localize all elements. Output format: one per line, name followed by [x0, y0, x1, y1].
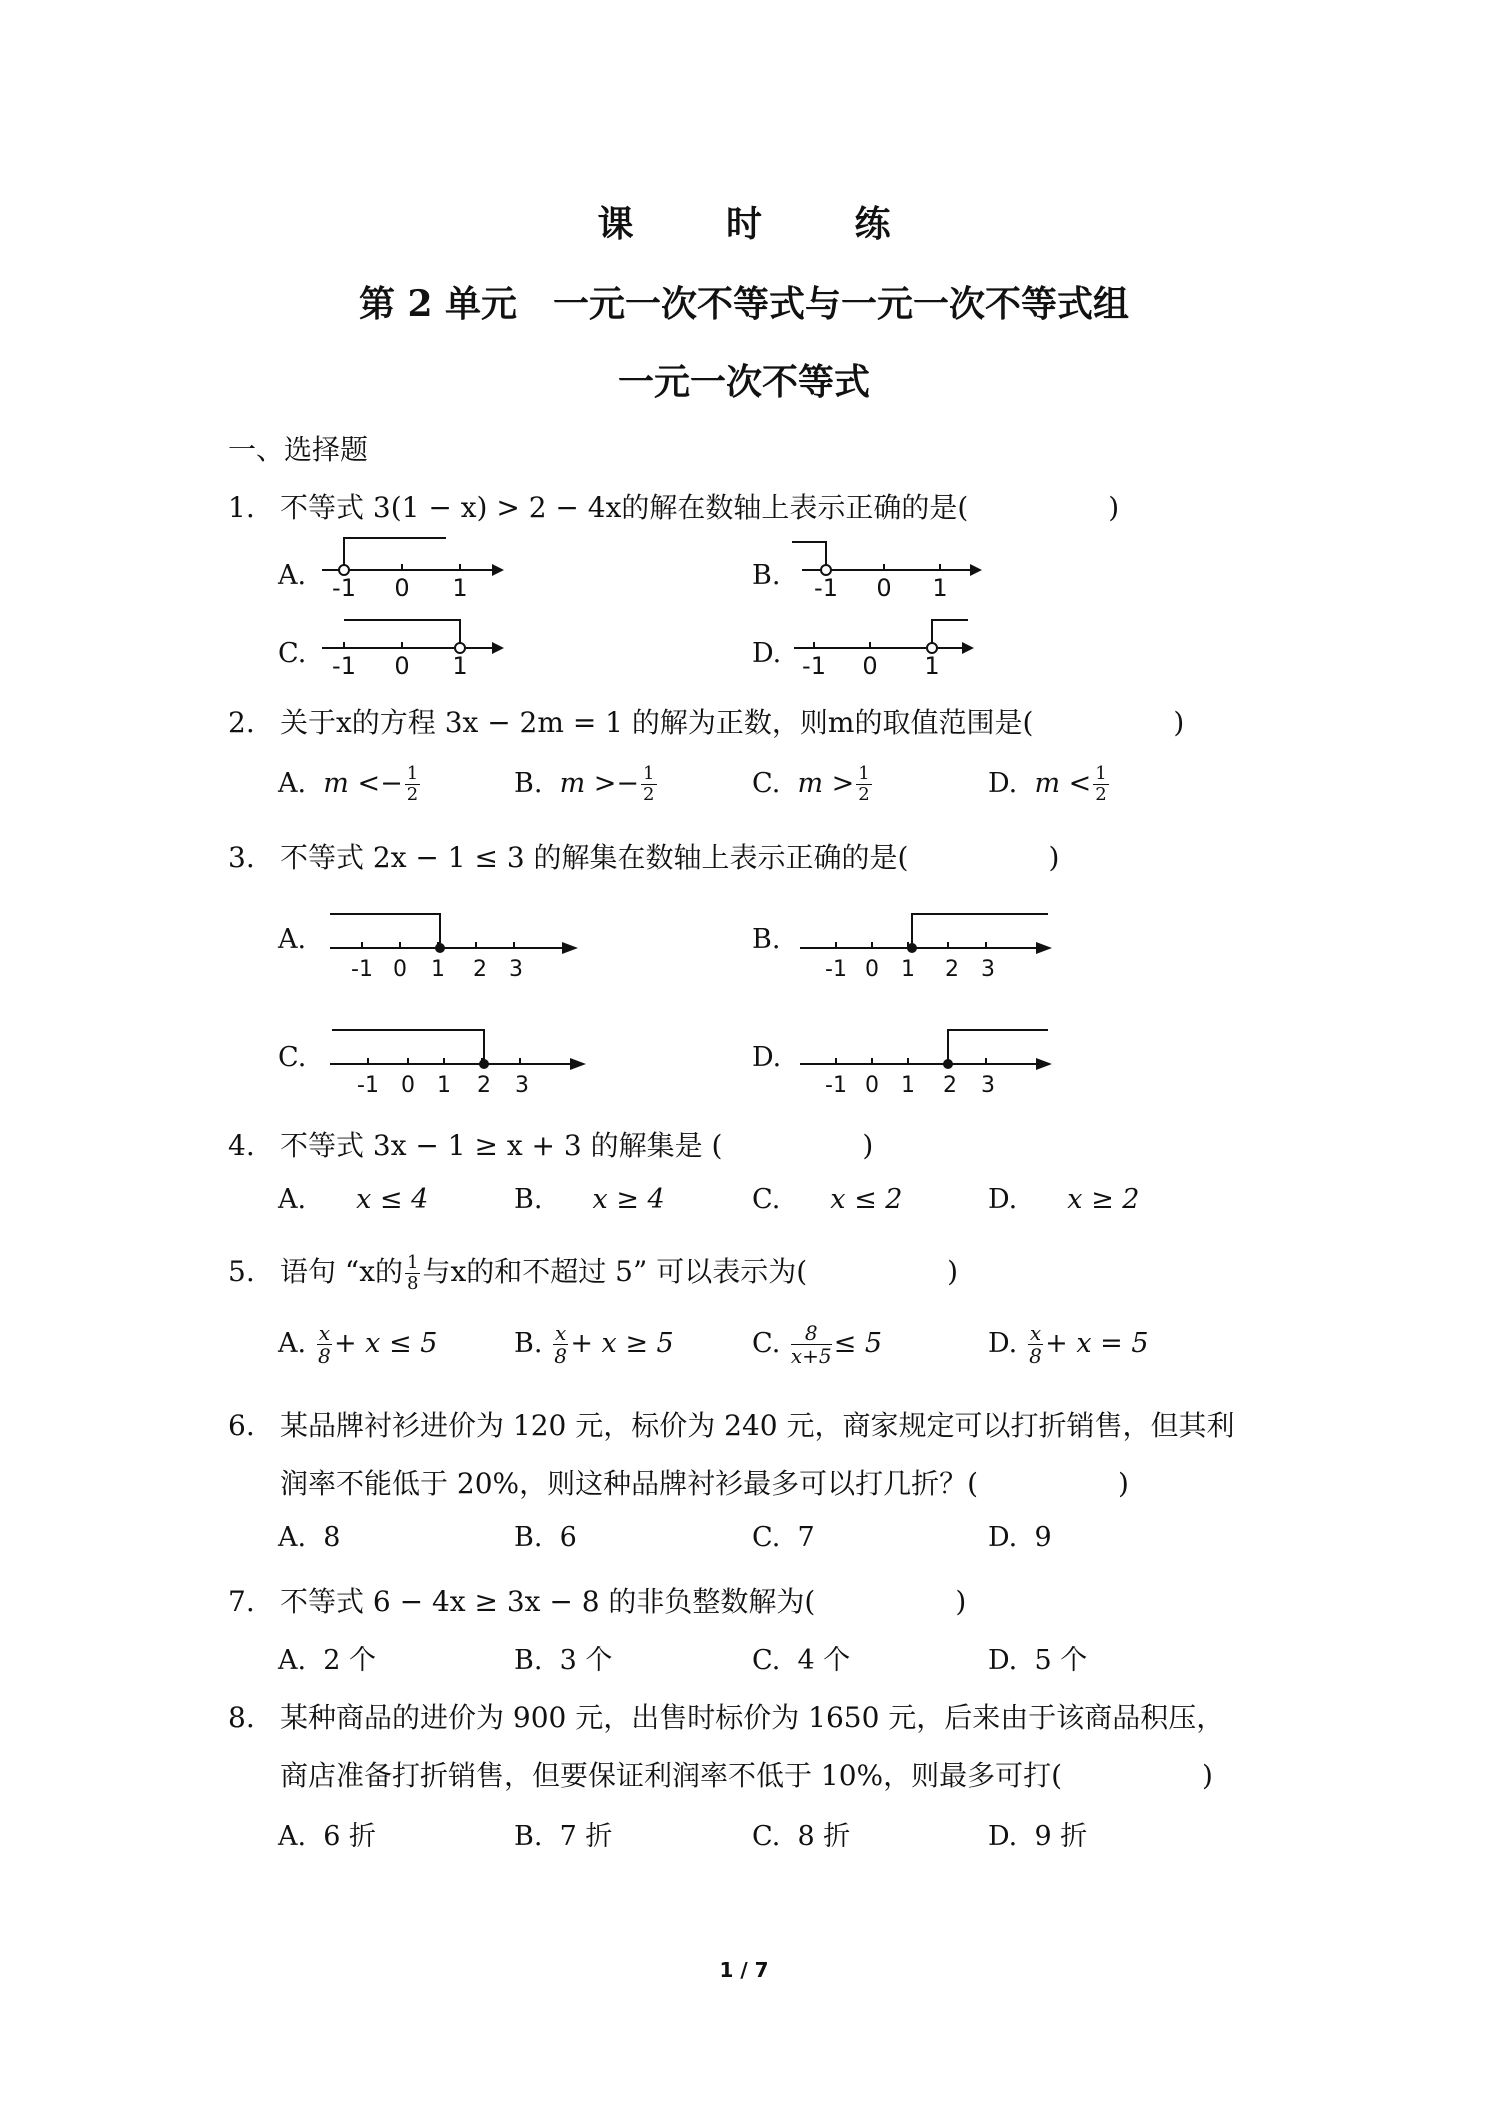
q1-option-b-label: B.	[752, 560, 781, 591]
q5-option-a	[278, 1322, 437, 1367]
q8-option-b	[514, 1814, 612, 1853]
option-label: B.	[514, 768, 543, 799]
section-heading: 一、选择题	[228, 433, 369, 466]
q4-option-c	[752, 1184, 902, 1215]
q8-option-d	[988, 1814, 1087, 1853]
tick-label: 1	[901, 1073, 915, 1098]
option-value: 2 个	[323, 1645, 377, 1676]
option-label: D.	[988, 1821, 1018, 1852]
fraction: $\frac{x}{8}$	[554, 1321, 568, 1368]
option-label: C.	[752, 768, 781, 799]
option-label: C.	[752, 1821, 781, 1852]
q4-option-d	[988, 1184, 1139, 1215]
closed-point	[907, 943, 917, 953]
option-expr: m <	[1034, 768, 1092, 799]
option-label: A.	[278, 1328, 307, 1359]
option-expr: m >−	[559, 768, 640, 799]
topic-title: 一元一次不等式	[617, 361, 870, 403]
question-8-line-1	[228, 1696, 1224, 1736]
tick-label: -1	[825, 957, 847, 982]
q3-option-d-numberline	[800, 1020, 1060, 1100]
question-1	[228, 486, 1119, 526]
option-value: 8 折	[797, 1821, 851, 1852]
q6-option-c	[752, 1522, 815, 1553]
q2-option-c	[752, 764, 874, 805]
question-text: 关于x的方程 3x − 2m = 1 的解为正数，则m的取值范围是( )	[280, 706, 1185, 739]
option-label: D.	[988, 1184, 1018, 1215]
tick-label: 3	[981, 957, 995, 982]
question-number: 5.	[228, 1255, 255, 1288]
question-text: 不等式 6 − 4x ≥ 3x − 8 的非负整数解为( )	[280, 1585, 967, 1618]
question-number: 2.	[228, 706, 255, 739]
q3-option-b-label: B.	[752, 924, 781, 955]
q1-option-a-numberline	[322, 534, 502, 602]
tick-label: 1	[437, 1073, 451, 1098]
tick-label: -1	[332, 574, 356, 602]
option-label: A.	[278, 1184, 307, 1215]
fraction: $\frac{1}{2}$	[643, 763, 655, 805]
q3-option-a-label: A.	[278, 924, 307, 955]
question-6-line-1	[228, 1404, 1235, 1444]
option-label: A.	[278, 768, 307, 799]
tick-label: -1	[351, 957, 373, 982]
option-expr: + x = 5	[1045, 1328, 1149, 1359]
tick-label: 0	[865, 957, 879, 982]
question-8-line-2: 商店准备打折销售，但要保证利润率不低于 10%，则最多可打( )	[280, 1759, 1213, 1792]
tick-label: 0	[394, 652, 410, 680]
tick-label: 0	[394, 574, 410, 602]
question-number: 3.	[228, 841, 255, 874]
solution-ray	[912, 914, 1048, 948]
option-value: 9 折	[1034, 1821, 1088, 1852]
option-label: C.	[752, 1184, 781, 1215]
fraction: $\frac{x}{8}$	[317, 1321, 331, 1368]
q8-option-c	[752, 1814, 850, 1853]
tick-label: 1	[932, 574, 948, 602]
tick-label: -1	[814, 574, 838, 602]
solution-ray	[948, 1030, 1048, 1064]
solution-ray	[330, 914, 440, 948]
option-label: B.	[514, 1645, 543, 1676]
solution-ray	[344, 538, 446, 570]
page-number: 1 / 7	[719, 1958, 769, 1982]
q7-option-c	[752, 1638, 850, 1677]
tick-label: 1	[452, 574, 468, 602]
option-label: D.	[988, 1645, 1018, 1676]
q2-option-b	[514, 764, 659, 805]
question-text: 某品牌衬衫进价为 120 元，标价为 240 元，商家规定可以打折销售，但其利	[280, 1409, 1235, 1442]
tick-label: -1	[802, 652, 826, 680]
tick-label: 0	[393, 957, 407, 982]
option-label: D.	[988, 768, 1018, 799]
arrow-head	[492, 564, 504, 576]
option-expr: ≤ 5	[833, 1328, 883, 1359]
question-number: 8.	[228, 1701, 255, 1734]
question-number: 7.	[228, 1585, 255, 1618]
option-value: 5 个	[1034, 1645, 1088, 1676]
q3-option-d-label: D.	[752, 1042, 782, 1073]
question-6-line-2: 润率不能低于 20%，则这种品牌衬衫最多可以打几折？( )	[280, 1467, 1129, 1500]
option-label: B.	[514, 1328, 543, 1359]
option-value: 7 折	[559, 1821, 613, 1852]
question-text: 语句 “x的	[280, 1255, 404, 1288]
q4-option-b	[514, 1184, 665, 1215]
option-value: 6	[559, 1522, 577, 1553]
q6-option-a	[278, 1522, 340, 1553]
tick-label: 0	[865, 1073, 879, 1098]
fraction: $\frac{1}{2}$	[406, 763, 419, 805]
q1-option-c-label: C.	[278, 638, 307, 669]
q3-option-b-numberline	[800, 904, 1060, 984]
option-value: x ≥ 4	[592, 1184, 665, 1215]
question-5	[228, 1250, 958, 1294]
question-7	[228, 1580, 966, 1620]
option-label: B.	[514, 1184, 543, 1215]
question-text: 不等式 2x − 1 ≤ 3 的解集在数轴上表示正确的是( )	[280, 841, 1060, 874]
fraction: $\frac{1}{2}$	[1095, 763, 1107, 805]
q3-option-c-numberline	[330, 1020, 590, 1100]
q3-option-a-numberline	[330, 904, 580, 984]
option-value: 4 个	[797, 1645, 851, 1676]
option-value: 9	[1034, 1522, 1052, 1553]
closed-point	[479, 1059, 489, 1069]
tick-label: 1	[452, 652, 468, 680]
fraction: $\frac{8}{x+5}$	[790, 1321, 832, 1368]
question-text: 与x的和不超过 5” 可以表示为( )	[422, 1255, 959, 1288]
q5-option-b	[514, 1322, 674, 1367]
option-expr: m <−	[323, 768, 403, 799]
tick-label: -1	[357, 1073, 379, 1098]
question-text: 不等式 3(1 − x) > 2 − 4x的解在数轴上表示正确的是( )	[280, 491, 1120, 524]
page-title: 课 时 练	[597, 203, 931, 245]
q1-option-c-numberline	[322, 612, 502, 680]
tick-label: 2	[477, 1073, 491, 1098]
tick-label: 2	[945, 957, 959, 982]
tick-label: 3	[515, 1073, 529, 1098]
q1-option-d-label: D.	[752, 638, 782, 669]
option-value: x ≥ 2	[1067, 1184, 1140, 1215]
question-3	[228, 836, 1059, 876]
option-value: 8	[323, 1522, 341, 1553]
tick-label: 0	[401, 1073, 415, 1098]
tick-label: 1	[901, 957, 915, 982]
option-value: x ≤ 2	[830, 1184, 903, 1215]
q7-option-a	[278, 1638, 376, 1677]
option-label: C.	[752, 1522, 781, 1553]
q2-option-d	[988, 764, 1111, 805]
q2-option-a	[278, 764, 422, 805]
question-number: 1.	[228, 491, 255, 524]
option-label: B.	[514, 1522, 543, 1553]
option-expr: m >	[797, 768, 855, 799]
option-expr: + x ≥ 5	[570, 1328, 674, 1359]
option-value: 3 个	[559, 1645, 613, 1676]
tick-label: 2	[473, 957, 487, 982]
fraction: $\frac{x}{8}$	[1029, 1321, 1042, 1368]
tick-label: 3	[981, 1073, 995, 1098]
option-label: A.	[278, 1645, 307, 1676]
q1-option-d-numberline	[792, 612, 982, 680]
tick-label: 1	[431, 957, 445, 982]
question-2	[228, 701, 1184, 741]
unit-title: 第 2 单元 一元一次不等式与一元一次不等式组	[358, 283, 1130, 325]
q5-option-d	[988, 1322, 1149, 1367]
option-value: 6 折	[323, 1821, 377, 1852]
tick-label: 0	[862, 652, 878, 680]
option-label: C.	[752, 1328, 781, 1359]
q1-option-b-numberline	[792, 534, 982, 602]
option-value: 7	[797, 1522, 815, 1553]
closed-point	[943, 1059, 953, 1069]
question-4	[228, 1124, 873, 1164]
question-text: 某种商品的进价为 900 元，出售时标价为 1650 元，后来由于该商品积压，	[280, 1701, 1225, 1734]
tick-label: 0	[876, 574, 892, 602]
option-label: D.	[988, 1328, 1018, 1359]
q1-option-a-label: A.	[278, 560, 307, 591]
tick-label: 3	[509, 957, 523, 982]
fraction: $\frac{1}{2}$	[858, 763, 870, 805]
tick-label: -1	[825, 1073, 847, 1098]
option-label: A.	[278, 1522, 307, 1553]
q7-option-b	[514, 1638, 612, 1677]
q3-option-c-label: C.	[278, 1042, 307, 1073]
question-number: 6.	[228, 1409, 255, 1442]
option-label: A.	[278, 1821, 307, 1852]
fraction: $\frac{1}{8}$	[407, 1252, 419, 1294]
option-label: B.	[514, 1821, 543, 1852]
option-label: D.	[988, 1522, 1018, 1553]
q5-option-c	[752, 1322, 882, 1367]
tick-label: 1	[924, 652, 940, 680]
option-value: x ≤ 4	[356, 1184, 429, 1215]
q7-option-d	[988, 1638, 1087, 1677]
solution-ray	[792, 542, 826, 570]
q6-option-d	[988, 1522, 1052, 1553]
q8-option-a	[278, 1814, 376, 1853]
closed-point	[435, 943, 445, 953]
q4-option-a	[278, 1184, 428, 1215]
question-number: 4.	[228, 1129, 255, 1162]
tick-label: -1	[332, 652, 356, 680]
q6-option-b	[514, 1522, 577, 1553]
question-text: 不等式 3x − 1 ≥ x + 3 的解集是 ( )	[280, 1129, 874, 1162]
option-label: C.	[752, 1645, 781, 1676]
tick-label: 2	[943, 1073, 957, 1098]
option-expr: + x ≤ 5	[333, 1328, 438, 1359]
